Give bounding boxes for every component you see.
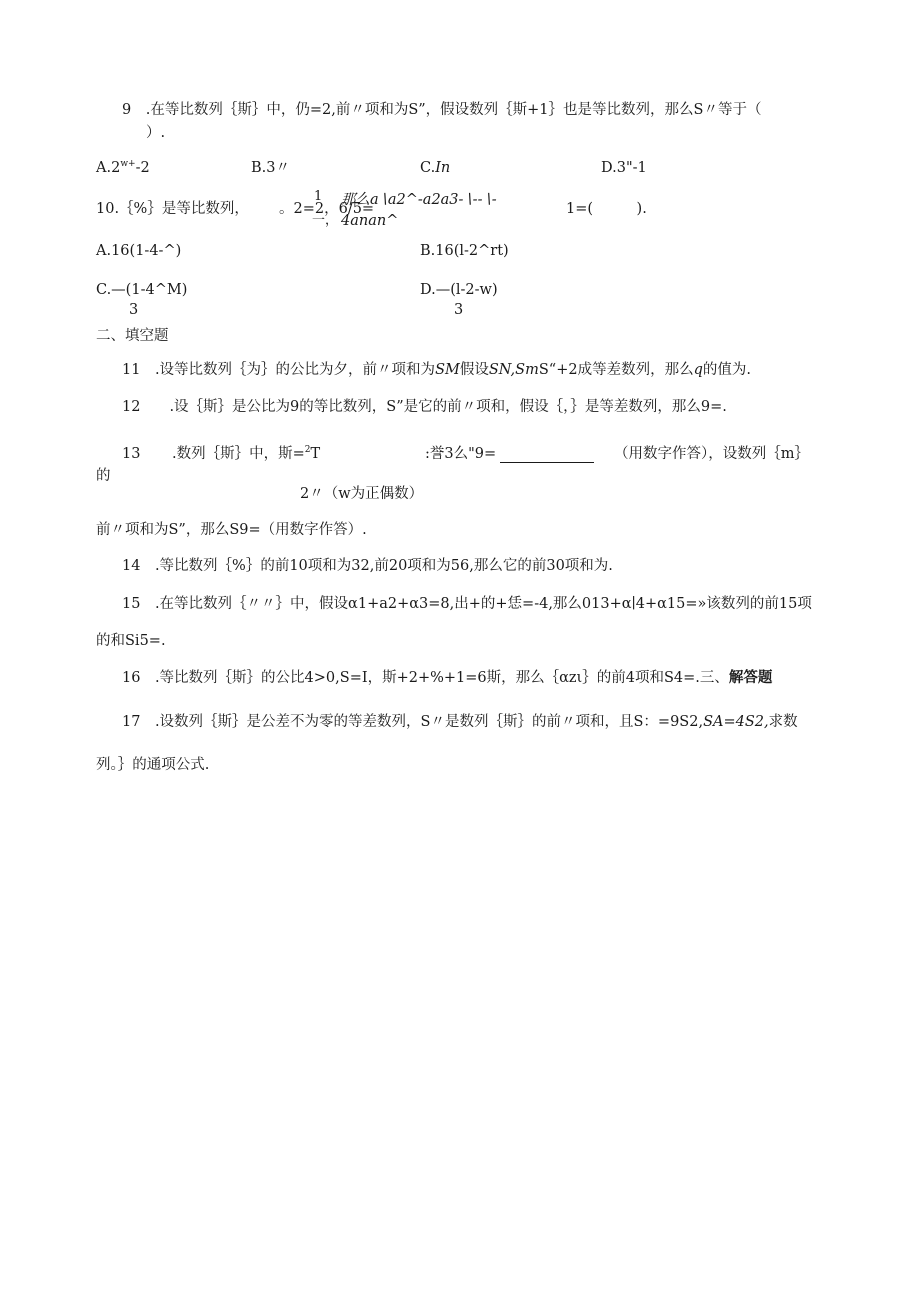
q10-option-d-denominator: 3 — [454, 302, 464, 318]
q10-fraction-denominator: 一， — [312, 213, 339, 228]
q16-text: 16 .等比数列｛斯｝的公比4>0,S=I，斯+2+%+1=6斯，那么｛αzι｝的前4项和S4=.三、 — [122, 670, 729, 686]
q15-line1: 15 .在等比数列｛〃〃｝中，假设α1+a2+α3=8,出+的+恁=-4,那么013+α∣4+α15=»该数列的前15项 — [122, 596, 812, 612]
q10-end: 1=( ). — [566, 201, 647, 217]
q13-main — [172, 445, 320, 463]
q11-mid: 假设 — [459, 362, 489, 378]
q10-lead: 10.｛%｝是等比数列， — [96, 201, 249, 217]
q13-main-exp: 2 — [304, 445, 311, 456]
q9-option-b: B.3〃 — [251, 160, 290, 176]
q13-mid — [425, 445, 594, 463]
q13-number: 13 — [122, 446, 141, 462]
q9-option-a-suffix: -2 — [135, 160, 150, 176]
q11-it3: q — [693, 362, 703, 378]
q10-mid: 。2=2，6/5= — [279, 201, 375, 217]
q13-main-text: .数列｛斯｝中，斯= — [172, 446, 305, 462]
q10-option-a: A.16(1-4-^) — [96, 243, 182, 259]
q10-option-c: C.—(1-4^M) — [96, 282, 188, 298]
q9-option-c-body: In — [435, 160, 451, 176]
q9-option-a-prefix: A.2 — [96, 160, 121, 176]
q13-after: （用数字作答），设数列｛m｝ — [614, 446, 809, 462]
q9-option-c-prefix: C. — [420, 160, 436, 176]
q12: 12 .设｛斯｝是公比为9的等比数列，S”是它的前〃项和，假设｛，｝是等差数列，那么9=. — [122, 399, 727, 415]
q17-line1 — [122, 713, 798, 731]
q17-pre: 17 .设数列｛斯｝是公差不为零的等差数列，S〃是数列｛斯｝的前〃项和，且S：=9S2, — [122, 714, 704, 730]
section-fill-in-heading: 二、填空题 — [96, 328, 169, 344]
q10-option-c-denominator: 3 — [129, 302, 139, 318]
q9-option-d: D.3"-1 — [601, 160, 647, 176]
q13-line3: 前〃项和为S”，那么S9=（用数字作答）. — [96, 522, 367, 538]
q17-post: 求数 — [768, 714, 798, 730]
section-answer-heading: 解答题 — [728, 670, 773, 686]
q11 — [122, 361, 751, 379]
q10-fraction-numerator: 1 — [314, 189, 323, 204]
q9-option-a-exp: w+ — [120, 159, 136, 170]
q10-option-b: B.16(l-2^rt) — [420, 243, 509, 259]
q11-end: 的值为. — [702, 362, 751, 378]
q17-line2: 列。｝的通项公式. — [96, 757, 210, 773]
q13-main-t: T — [310, 446, 321, 462]
q10-expression-bottom: 4anan^ — [341, 213, 399, 229]
q13-condition: 2〃（w为正偶数） — [300, 486, 424, 502]
q16 — [122, 669, 772, 687]
q11-post: S“+2成等差数列，那么 — [538, 362, 694, 378]
q9-line1: 9 .在等比数列｛斯｝中，仍=2,前〃项和为S”，假设数列｛斯+1｝也是等比数列，那么S〃等于（ — [122, 102, 762, 118]
q9-option-c — [420, 159, 450, 177]
q11-it1: SM — [435, 362, 460, 378]
q15-line2: 的和Si5=. — [96, 633, 166, 649]
q13-mid-text: :誉3么"9= — [425, 446, 497, 462]
q11-it2: SN,Sm — [488, 362, 539, 378]
q13-answer-blank[interactable] — [500, 448, 594, 463]
q10-option-d: D.—(l-2-w) — [420, 282, 498, 298]
q9-line2: ）. — [146, 125, 166, 141]
q10-expression-top: 那么a∖a2^-a2a3-∖--∖- — [341, 192, 497, 208]
q13-de: 的 — [96, 468, 111, 484]
q17-it: SA=4S2, — [703, 714, 769, 730]
q11-pre: 11 .设等比数列｛为｝的公比为夕，前〃项和为 — [122, 362, 436, 378]
q14: 14 .等比数列｛%｝的前10项和为32,前20项和为56,那么它的前30项和为. — [122, 558, 613, 574]
q9-option-a — [96, 159, 150, 177]
